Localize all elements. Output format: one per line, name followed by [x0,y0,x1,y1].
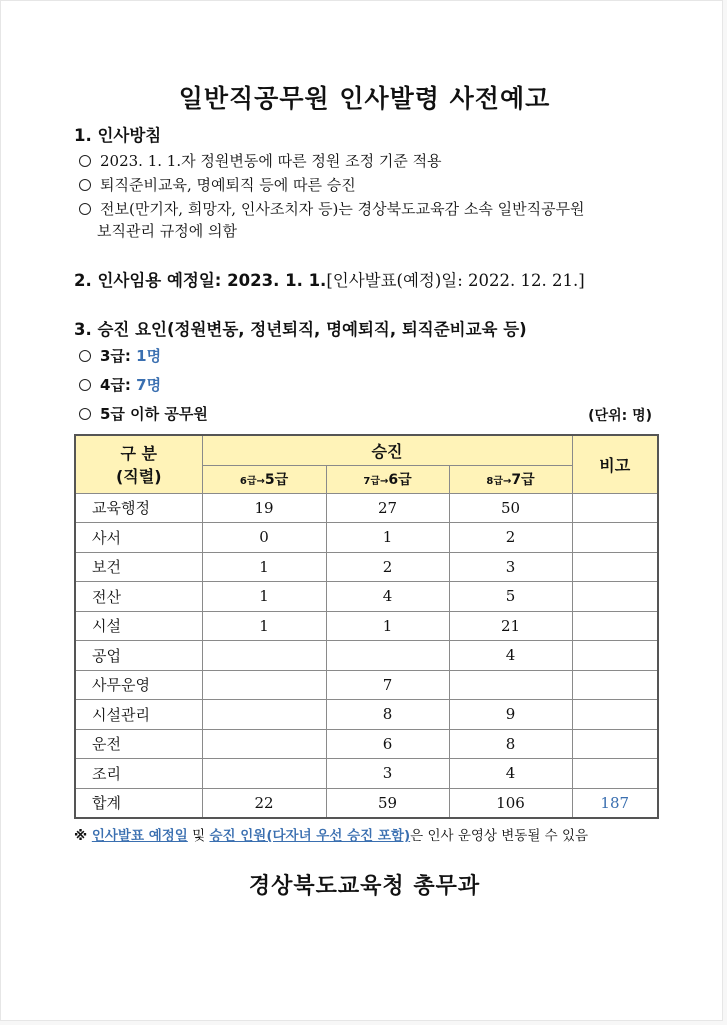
grade5-item: 5급 이하 공무원 [79,403,208,424]
row-value: 6 [326,729,449,759]
announcement-date: [인사발표(예정)일: 2022. 12. 21.] [326,271,585,290]
circle-bullet-icon [79,179,91,191]
circle-bullet-icon [79,350,91,362]
section1-heading: 1. 인사방침 [74,126,162,145]
row-value [326,641,449,671]
grade4-count: 7명 [136,376,162,394]
row-value: 5 [449,582,572,612]
row-category: 전산 [75,582,202,612]
row-note [572,523,658,553]
row-note [572,582,658,612]
row-category: 보건 [75,552,202,582]
circle-bullet-icon [79,408,91,420]
section1-item-2: 퇴직준비교육, 명예퇴직 등에 따른 승진 [79,174,356,195]
header-promotion: 승진 [202,435,572,465]
row-category: 공업 [75,641,202,671]
row-value: 8 [326,700,449,730]
row-value: 0 [202,523,326,553]
table-row [75,788,658,818]
row-value: 3 [449,552,572,582]
circle-bullet-icon [79,379,91,391]
table-row [75,552,658,582]
row-category: 시설 [75,611,202,641]
row-value: 2 [449,523,572,553]
grade4-item: 4급: 7명 [79,374,161,395]
issuer-footer: 경상북도교육청 총무과 [248,874,481,899]
row-value: 1 [202,611,326,641]
table-row [75,700,658,730]
row-value: 3 [326,759,449,789]
row-value: 50 [449,493,572,523]
table-row [75,759,658,789]
row-note [572,729,658,759]
row-value [202,670,326,700]
row-category: 합계 [75,788,202,818]
header-grade7-to-6: 7급→6급 [326,465,449,493]
row-value: 4 [326,582,449,612]
table-row [75,493,658,523]
row-value [202,729,326,759]
row-value: 1 [326,611,449,641]
table-row [75,523,658,553]
page-title: 일반직공무원 인사발령 사전예고 [178,84,551,113]
row-category: 시설관리 [75,700,202,730]
row-category: 사무운영 [75,670,202,700]
section1-item-3-continued: 보직관리 규정에 의함 [97,222,237,240]
row-value: 106 [449,788,572,818]
row-value: 2 [326,552,449,582]
row-value: 27 [326,493,449,523]
section3-heading: 3. 승진 요인(정원변동, 정년퇴직, 명예퇴직, 퇴직준비교육 등) [74,320,527,339]
unit-label: (단위: 명) [588,408,652,424]
row-category: 조리 [75,759,202,789]
row-value: 1 [202,552,326,582]
row-value: 4 [449,641,572,671]
footnote: ※ 인사발표 예정일 및 승진 인원(다자녀 우선 승진 포함)은 인사 운영상 변동될 수 있음 [74,828,589,844]
row-note [572,670,658,700]
row-value: 8 [449,729,572,759]
header-note: 비고 [572,435,658,493]
row-category: 사서 [75,523,202,553]
row-value: 19 [202,493,326,523]
row-value: 1 [202,582,326,612]
row-value [202,700,326,730]
row-note [572,700,658,730]
row-note [572,641,658,671]
row-value: 7 [326,670,449,700]
grade3-count: 1명 [136,347,162,365]
row-value [449,670,572,700]
table-row [75,611,658,641]
row-note [572,552,658,582]
circle-bullet-icon [79,155,91,167]
header-grade8-to-7: 8급→7급 [449,465,572,493]
row-value: 4 [449,759,572,789]
row-value: 59 [326,788,449,818]
row-value: 21 [449,611,572,641]
header-grade6-to-5: 6급→5급 [202,465,326,493]
row-note [572,493,658,523]
row-category: 운전 [75,729,202,759]
table-row [75,641,658,671]
section1-item-3: 전보(만기자, 희망자, 인사조치자 등)는 경상북도교육감 소속 일반직공무원 [79,198,585,219]
section2-heading: 2. 인사임용 예정일: 2023. 1. 1.[인사발표(예정)일: 2022. 12. 21.] [74,271,585,290]
promotion-table [74,434,659,819]
row-note [572,611,658,641]
grade3-item: 3급: 1명 [79,345,161,366]
table-row [75,582,658,612]
row-value: 22 [202,788,326,818]
row-value [202,759,326,789]
circle-bullet-icon [79,203,91,215]
table-row [75,670,658,700]
section1-item-1: 2023. 1. 1.자 정원변동에 따른 정원 조정 기준 적용 [79,150,442,171]
row-note: 187 [572,788,658,818]
row-value: 9 [449,700,572,730]
header-category: 구 분 (직렬) [75,435,202,493]
table-row [75,729,658,759]
row-category: 교육행정 [75,493,202,523]
row-note [572,759,658,789]
row-value [202,641,326,671]
row-value: 1 [326,523,449,553]
